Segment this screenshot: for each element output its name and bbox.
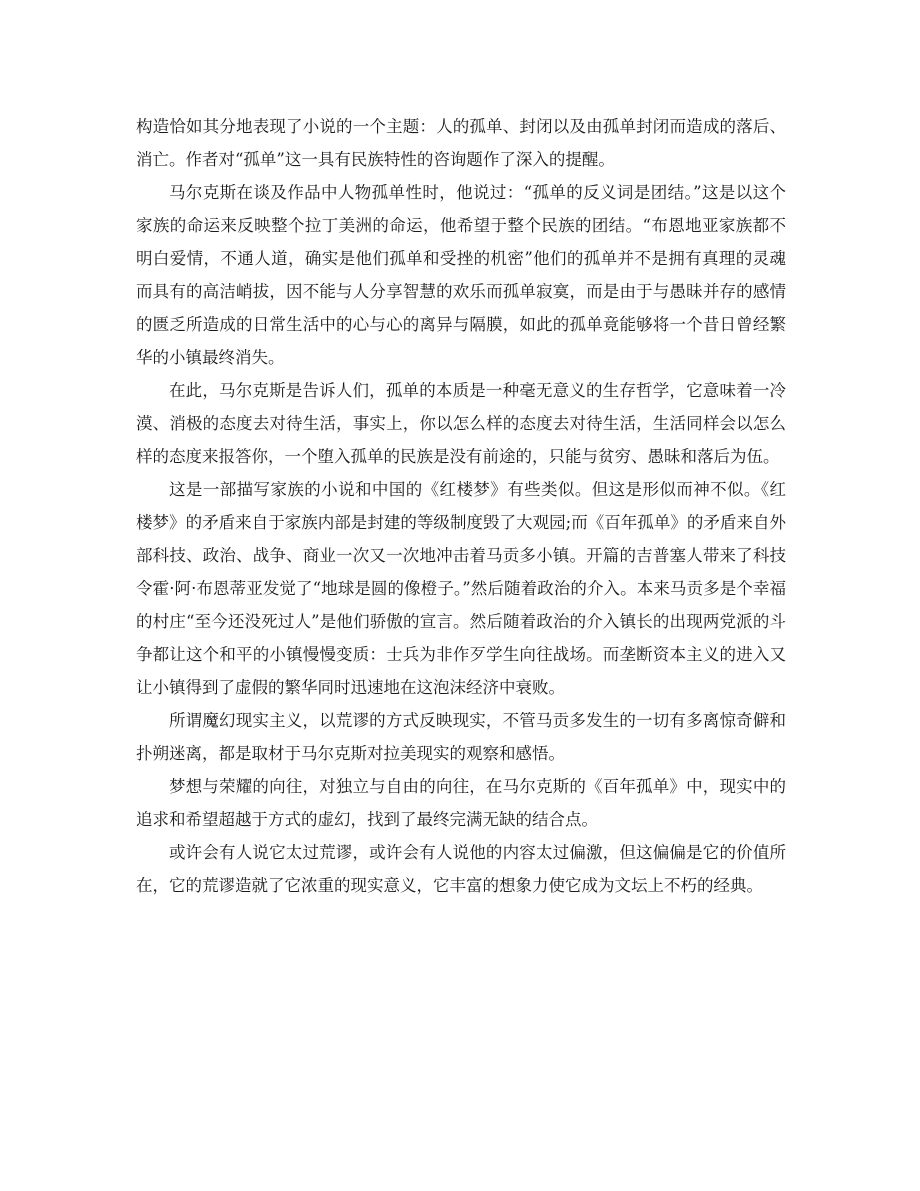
paragraph-6: 梦想与荣耀的向往，对独立与自由的向往，在马尔克斯的《百年孤单》中，现实中的追求和希望超越于方式的虚幻，找到了最终完满无缺的结合点。 xyxy=(136,777,786,829)
paragraph-7: 或许会有人说它太过荒谬，或许会有人说他的内容太过偏激，但这偏偏是它的价值所在，它的荒谬造就了它浓重的现实意义，它丰富的想象力使它成为文坛上不朽的经典。 xyxy=(136,843,786,895)
paragraph-4: 这是一部描写家族的小说和中国的《红楼梦》有些类似。但这是形似而神不似。《红楼梦》的矛盾来自于家族内部是封建的等级制度毁了大观园;而《百年孤单》的矛盾来自外部科技、政治、战争、商业一次又一次地冲击着马贡多小镇。开篇的吉普塞人带来了科技令霍·阿·布恩蒂亚发觉了“地球是圆的像橙子。”然后随着政治的介入。本来马贡多是个幸福的村庄“至今还没死过人”是他们骄傲的宣言。然后随着政治的介入镇长的出现两党派的斗争都让这个和平的小镇慢慢变质：士兵为非作歹学生向往战场。而垄断资本主义的进入又让小镇得到了虚假的繁华同时迅速地在这泡沫经济中衰败。 xyxy=(136,480,786,697)
paragraph-5: 所谓魔幻现实主义，以荒谬的方式反映现实，不管马贡多发生的一切有多离惊奇僻和扑朔迷离，都是取材于马尔克斯对拉美现实的观察和感悟。 xyxy=(136,711,786,763)
paragraph-1: 构造恰如其分地表现了小说的一个主题：人的孤单、封闭以及由孤单封闭而造成的落后、消亡。作者对“孤单”这一具有民族特性的咨询题作了深入的提醒。 xyxy=(136,117,786,169)
paragraph-2: 马尔克斯在谈及作品中人物孤单性时，他说过：“孤单的反义词是团结。”这是以这个家族的命运来反映整个拉丁美洲的命运，他希望于整个民族的团结。“布恩地亚家族都不明白爱情，不通人道，确实是他们孤单和受挫的机密”他们的孤单并不是拥有真理的灵魂而具有的高洁峭拔，因不能与人分享智慧的欢乐而孤单寂寞，而是由于与愚昧并存的感情的匮乏所造成的日常生活中的心与心的离异与隔膜，如此的孤单竟能够将一个昔日曾经繁华的小镇最终消失。 xyxy=(136,183,786,367)
paragraph-3: 在此，马尔克斯是告诉人们，孤单的本质是一种毫无意义的生存哲学，它意味着一冷漠、消极的态度去对待生活，事实上，你以怎么样的态度去对待生活，生活同样会以怎么样的态度来报答你，一个堕入孤单的民族是没有前途的，只能与贫穷、愚昧和落后为伍。 xyxy=(136,381,786,466)
document-body xyxy=(136,110,786,902)
